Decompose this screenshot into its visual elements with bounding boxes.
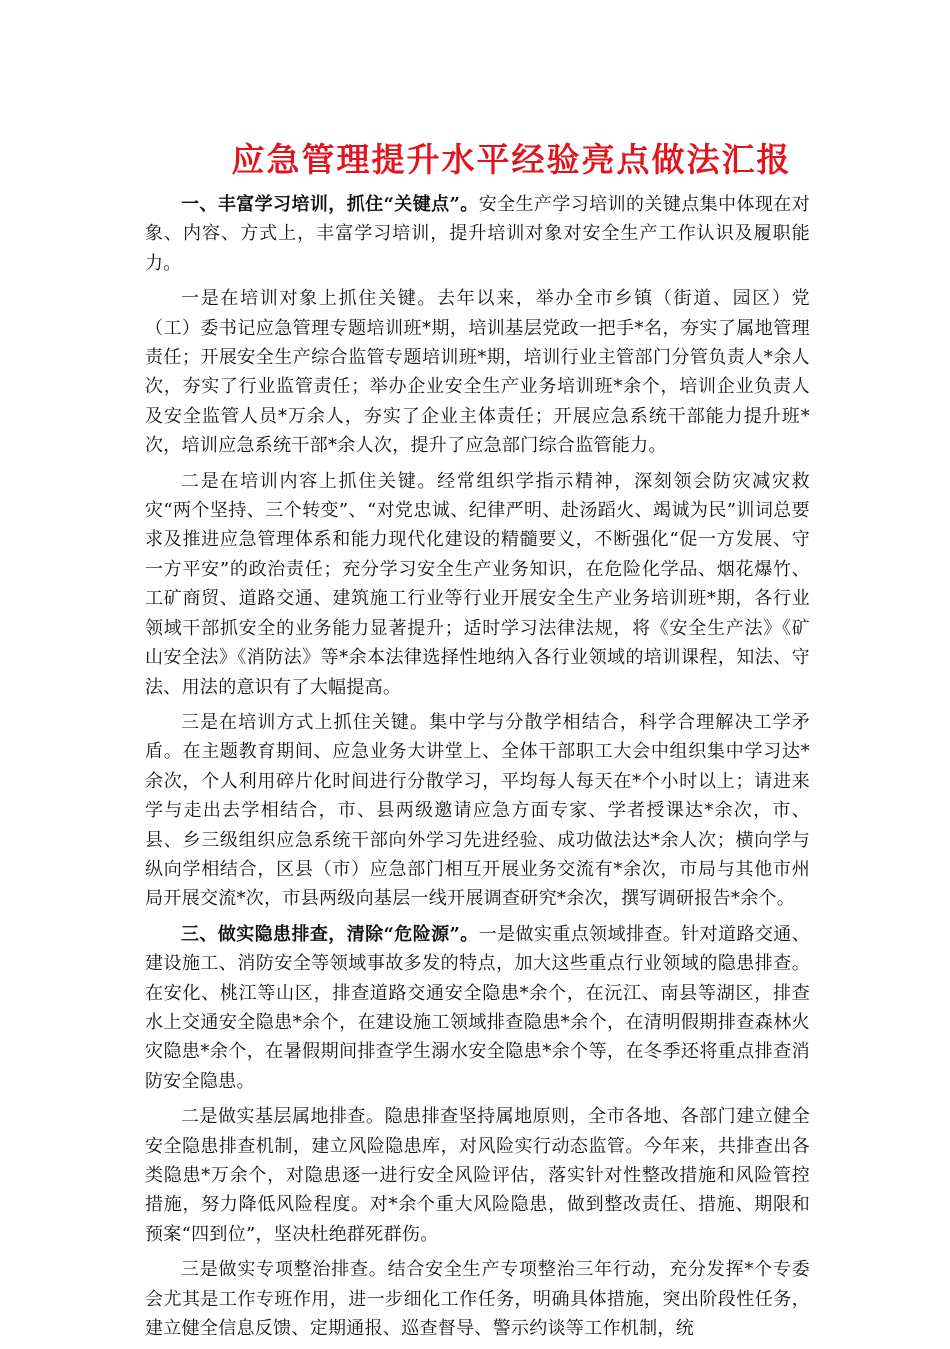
section-heading-3: 三、做实隐患排查，清除“危险源”。	[181, 923, 479, 945]
paragraph-6	[145, 1102, 810, 1249]
paragraph-text: 一是在培训对象上抓住关键。去年以来，举办全市乡镇（街道、园区）党（工）委书记应急管理专题培训班*期，培训基层党政一把手*名，夯实了属地管理责任；开展安全生产综合监管专题培训班*期，培训行业主管部门分管负责人*余人次，夯实了行业监管责任；举办企业安全生产业务培训班*余个，培训企业负责人及安全监管人员*万余人，夯实了企业主体责任；开展应急系统干部能力提升班*次，培训应急系统干部*余人次，提升了应急部门综合监管能力。	[145, 288, 810, 457]
paragraph-text: 三是在培训方式上抓住关键。集中学与分散学相结合，科学合理解决工学矛盾。在主题教育期间、应急业务大讲堂上、全体干部职工大会中组织集中学习达*余次，个人利用碎片化时间进行分散学习，平均每人每天在*个小时以上；请进来学与走出去学相结合，市、县两级邀请应急方面专家、学者授课达*余次，市、县、乡三级组织应急系统干部向外学习先进经验、成功做法达*余人次；横向学与纵向学相结合，区县（市）应急部门相互开展业务交流有*余次，市局与其他市州局开展交流*次，市县两级向基层一线开展调查研究*余次，撰写调研报告*余个。	[145, 711, 810, 910]
paragraph-2	[145, 284, 810, 460]
paragraph-text: 三是做实专项整治排查。结合安全生产专项整治三年行动，充分发挥*个专委会尤其是工作专班作用，进一步细化工作任务，明确具体措施，突出阶段性任务，建立健全信息反馈、定期通报、巡查督导、警示约谈等工作机制，统	[145, 1259, 810, 1340]
paragraph-3	[145, 467, 810, 702]
paragraph-1	[145, 190, 810, 278]
section-heading-1: 一、丰富学习培训，抓住“关键点”。	[181, 194, 479, 215]
paragraph-7	[145, 1255, 810, 1343]
paragraph-text: 一是做实重点领域排查。针对道路交通、建设施工、消防安全等领域事故多发的特点，加大这些重点行业领域的隐患排查。在安化、桃江等山区，排查道路交通安全隐患*余个，在沅江、南县等湖区，排查水上交通安全隐患*余个，在建设施工领域排查隐患*余个，在清明假期排查森林火灾隐患*余个，在暑假期间排查学生溺水安全隐患*余个等，在冬季还将重点排查消防安全隐患。	[145, 923, 810, 1092]
paragraph-5	[145, 920, 810, 1096]
document-title: 应急管理提升水平经验亮点做法汇报	[231, 140, 792, 179]
paragraph-text: 二是在培训内容上抓住关键。经常组织学指示精神，深刻领会防灾减灾救灾“两个坚持、三个转变”、“对党忠诚、纪律严明、赴汤蹈火、竭诚为民”训词总要求及推进应急管理体系和能力现代化建设的精髓要义，不断强化“促一方发展、守一方平安”的政治责任；充分学习安全生产业务知识，在危险化学品、烟花爆竹、工矿商贸、道路交通、建筑施工行业等行业开展安全生产业务培训班*期，各行业领域干部抓安全的业务能力显著提升；适时学习法律法规，将《安全生产法》《矿山安全法》《消防法》等*余本法律选择性地纳入各行业领域的培训课程，知法、守法、用法的意识有了大幅提高。	[145, 470, 810, 698]
paragraph-text: 二是做实基层属地排查。隐患排查坚持属地原则，全市各地、各部门建立健全安全隐患排查机制，建立风险隐患库，对风险实行动态监管。今年来，共排查出各类隐患*万余个，对隐患逐一进行安全风险评估，落实针对性整改措施和风险管控措施，努力降低风险程度。对*余个重大风险隐患，做到整改责任、措施、期限和预案“四到位”，坚决杜绝群死群伤。	[145, 1106, 810, 1245]
document-page	[145, 138, 810, 1349]
paragraph-4	[145, 708, 810, 914]
paragraph-text: 安全生产学习培训的关键点集中体现在对象、内容、方式上，丰富学习培训，提升培训对象对安全生产工作认识及履职能力。	[145, 194, 810, 274]
